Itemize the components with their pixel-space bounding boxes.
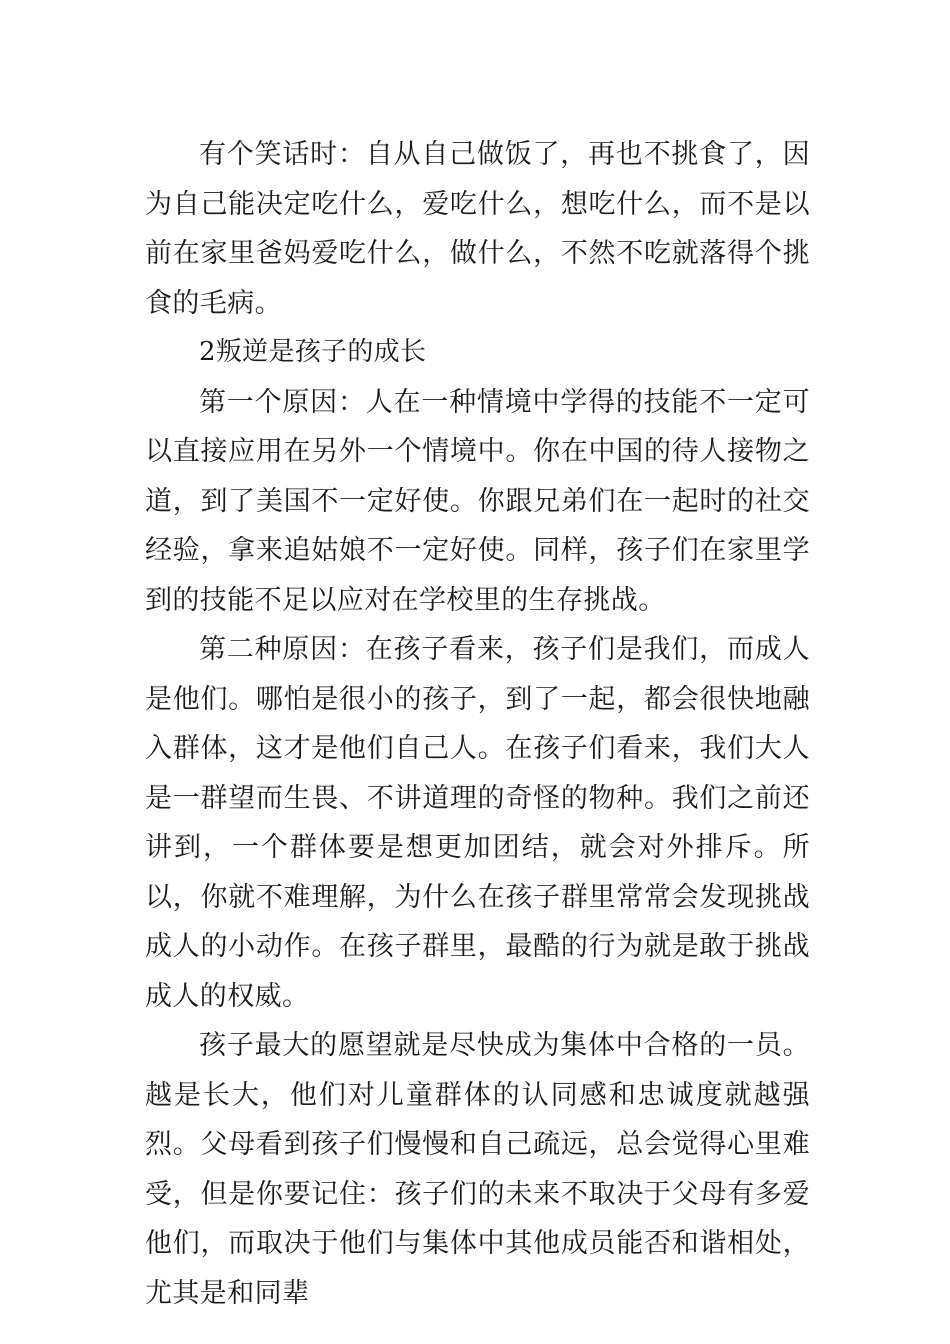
document-body: [145, 130, 810, 1318]
paragraph-joke: 有个笑话时：自从自己做饭了，再也不挑食了，因为自己能决定吃什么，爱吃什么，想吃什么，而不是以前在家里爸妈爱吃什么，做什么，不然不吃就落得个挑食的毛病。: [145, 139, 810, 319]
paragraph-child-wish: 孩子最大的愿望就是尽快成为集体中合格的一员。越是长大，他们对儿童群体的认同感和忠诚度就越强烈。父母看到孩子们慢慢和自己疏远，总会觉得心里难受，但是你要记住：孩子们的未来不取决于父母有多爱他们，而取决于他们与集体中其他成员能否和谐相处，尤其是和同辈: [145, 1030, 810, 1309]
section-heading: 2叛逆是孩子的成长: [199, 337, 427, 367]
paragraph-first-reason: 第一个原因：人在一种情境中学得的技能不一定可以直接应用在另外一个情境中。你在中国的待人接物之道，到了美国不一定好使。你跟兄弟们在一起时的社交经验，拿来追姑娘不一定好使。同样，孩子们在家里学到的技能不足以应对在学校里的生存挑战。: [145, 386, 810, 616]
paragraph-second-reason: 第二种原因：在孩子看来，孩子们是我们，而成人是他们。哪怕是很小的孩子，到了一起，都会很快地融入群体，这才是他们自己人。在孩子们看来，我们大人是一群望而生畏、不讲道理的奇怪的物种。我们之前还讲到，一个群体要是想更加团结，就会对外排斥。所以，你就不难理解，为什么在孩子群里常常会发现挑战成人的小动作。在孩子群里，最酷的行为就是敢于挑战成人的权威。: [145, 634, 810, 1012]
